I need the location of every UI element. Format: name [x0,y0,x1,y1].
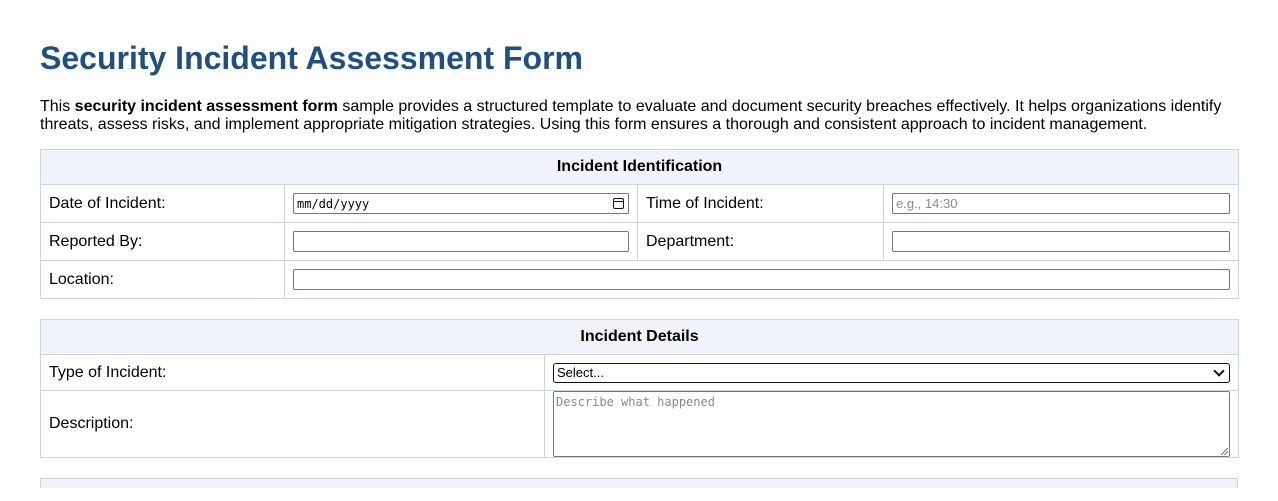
intro-prefix: This [40,98,75,115]
resize-handle-icon[interactable] [1221,448,1228,455]
chevron-down-icon [1213,365,1224,376]
description-placeholder: Describe what happened [556,395,715,409]
department-input[interactable] [892,231,1230,252]
incident-details-header: Incident Details [41,320,1239,355]
reported-by-input[interactable] [293,231,629,252]
location-input[interactable] [293,269,1230,290]
calendar-icon[interactable] [613,198,624,209]
intro-paragraph [40,98,1238,134]
incident-details-section [40,319,1239,458]
date-placeholder: mm/dd/yyyy [297,196,370,211]
intro-bold: security incident assessment form [74,98,338,115]
description-label: Description: [41,391,545,458]
incident-identification-header: Incident Identification [41,150,1239,185]
time-of-incident-input[interactable] [892,193,1230,214]
next-section-header [40,478,1238,488]
type-of-incident-label: Type of Incident: [41,355,545,391]
incident-identification-section [40,149,1239,299]
page-title: Security Incident Assessment Form [40,40,583,76]
type-selected-value: Select... [557,365,604,380]
date-of-incident-input[interactable] [293,193,629,214]
reported-by-label: Reported By: [41,223,285,261]
date-label: Date of Incident: [41,185,285,223]
intro-suffix: sample provides a structured template to evaluate and document security breaches effectively. It helps organizations identify threats, assess risks, and implement appropriate mitigation strategies. Using this form ensures a thorough and consistent approach to incident management. [40,98,1222,133]
type-of-incident-select[interactable] [553,363,1230,383]
description-textarea[interactable] [553,391,1230,457]
time-label: Time of Incident: [638,185,884,223]
location-label: Location: [41,261,285,299]
department-label: Department: [638,223,884,261]
